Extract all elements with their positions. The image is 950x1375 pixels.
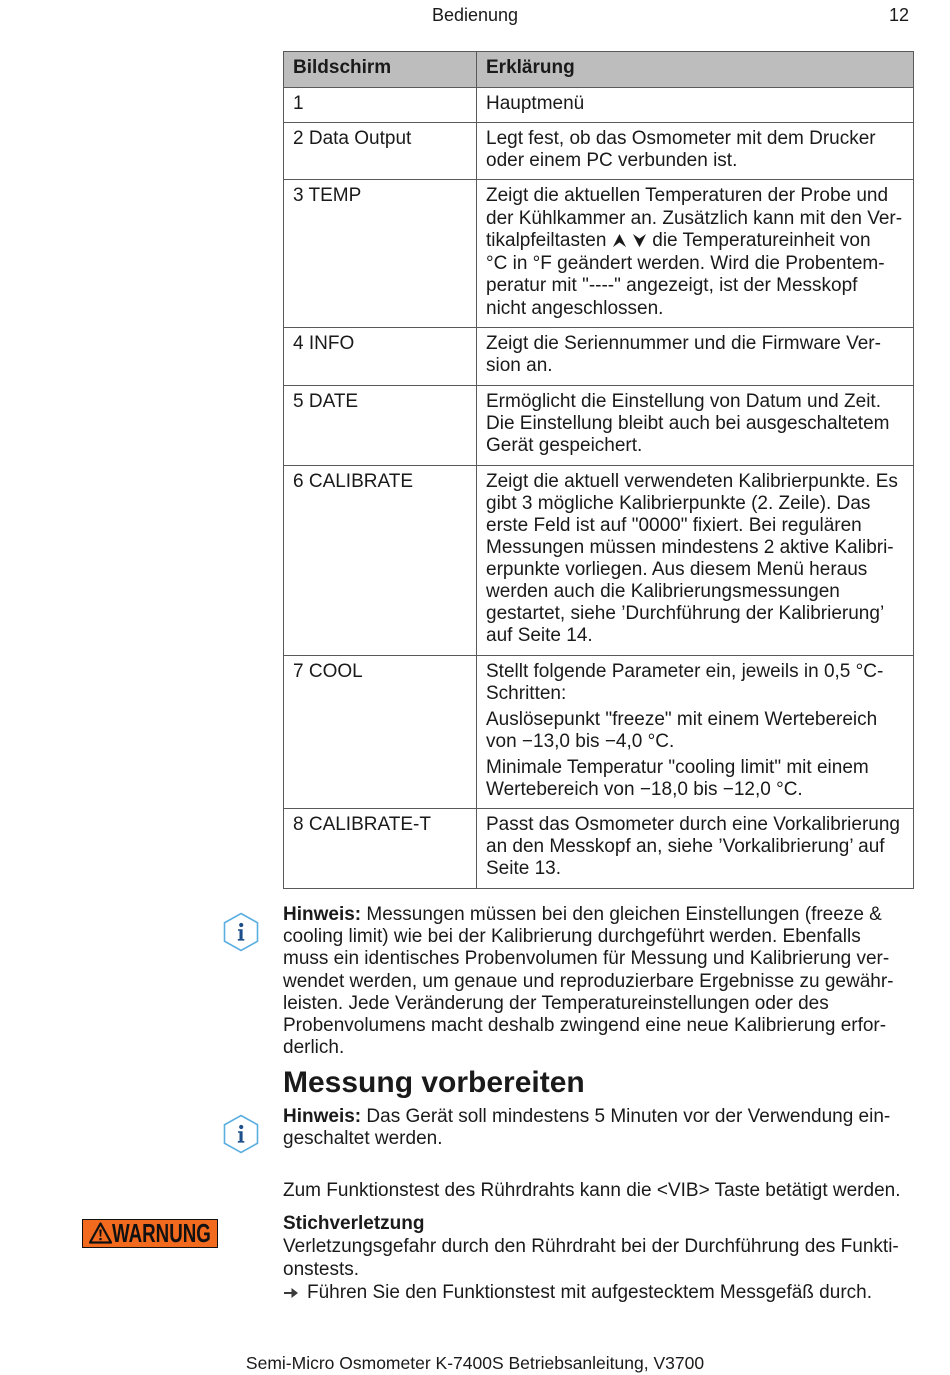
note-label: Hinweis:: [283, 904, 362, 925]
running-header-title: Bedienung: [431, 5, 519, 25]
explanation-text: Legt fest, ob das Osmometer mit dem Drucker oder einem PC verbunden ist.: [486, 128, 876, 171]
info-icon: [223, 912, 259, 952]
screen-cell: 3 TEMP: [284, 180, 477, 327]
screen-cell: 4 INFO: [284, 328, 477, 385]
info-icon: [223, 1114, 259, 1154]
warning-action: [283, 1281, 914, 1304]
note-body: Messungen müssen bei den gleichen Einstellungen (freeze & cooling limit) wie bei der Kalibrierung durchgeführt werden. Ebenfalls muss ein identisches Probenvolumen für Messung und Kalibrierung ver- wendet werden, um genaue und reproduzierbare Ergebnisse zu gewähr- leisten. Jede Veränderung der Temperatureinstellungen oder des Probenvolumens macht deshalb zwingend eine neue Kalibrierung erfor- derlich.: [283, 904, 894, 1059]
screen-cell: 6 CALIBRATE: [284, 466, 477, 655]
explanation-text: Ermöglicht die Einstellung von Datum und Zeit. Die Einstellung bleibt auch bei ausgeschaltetem Gerät gespeichert.: [486, 391, 890, 456]
explanation-text: die Temperatureinheit von °C in °F geändert werden. Wird die Probentem- peratur mit "----" angezeigt, ist der Messkopf nicht angeschlossen.: [486, 230, 885, 319]
screen-cell: 5 DATE: [284, 386, 477, 465]
section-heading: Messung vorbereiten: [283, 1066, 585, 1099]
explanation-cell: [477, 123, 913, 179]
table-row: [284, 328, 913, 386]
warning-title: Stichverletzung: [283, 1213, 425, 1234]
page-number: 12: [888, 5, 909, 25]
arrow-up-key-icon: [612, 233, 627, 248]
explanation-text: Zeigt die aktuellen Temperaturen der Probe und der Kühlkammer an. Zusätzlich kann mit den Ver- tikalpfeiltasten: [486, 185, 903, 252]
explanation-text: Zeigt die Seriennummer und die Firmware Ver- sion an.: [486, 333, 881, 376]
explanation-cell: [477, 809, 913, 888]
column-header-screen: Bildschirm: [284, 52, 477, 87]
explanation-cell: [477, 180, 913, 327]
explanation-cell: [477, 88, 913, 122]
explanation-text: Hauptmenü: [486, 93, 585, 114]
explanation-cell: [477, 386, 913, 465]
table-row: [284, 466, 913, 656]
screen-cell: 8 CALIBRATE-T: [284, 809, 477, 888]
screen-cell: 2 Data Output: [284, 123, 477, 179]
explanation-cell: [477, 328, 913, 385]
warning-badge: [82, 1219, 218, 1248]
screen-cell: 1: [284, 88, 477, 122]
warning-block: [283, 1212, 914, 1304]
column-header-explanation: Erklärung: [486, 57, 575, 78]
table-row: [284, 809, 913, 889]
warning-triangle-icon: [89, 1222, 112, 1244]
screen-explanation-table: [283, 51, 914, 889]
explanation-cell: [477, 656, 913, 808]
function-test-paragraph: Zum Funktionstest des Rührdrahts kann die <VIB> Taste betätigt werden.: [283, 1180, 901, 1201]
table-row: [284, 123, 913, 180]
arrow-down-key-icon: [632, 233, 647, 248]
table-row: [284, 180, 913, 328]
table-header-row: [284, 52, 913, 88]
warning-text: Verletzungsgefahr durch den Rührdraht bei der Durchführung des Funkti- onstests.: [283, 1236, 899, 1280]
footer-document-title: Semi-Micro Osmometer K-7400S Betriebsanleitung, V3700: [245, 1353, 705, 1373]
explanation-text: Zeigt die aktuell verwendeten Kalibrierpunkte. Es gibt 3 mögliche Kalibrierpunkte (2. Zeile). Das erste Feld ist auf "0000" fixiert. Bei regulären Messungen müssen mindestens 2 aktive Kalibri- erpunkte vorliegen. Aus diesem Menü heraus werden auch die Kalibrierungsmessungen gestartet, siehe ’Durchführung der Kalibrierung’ auf Seite 14.: [486, 471, 898, 646]
explanation-text: Stellt folgende Parameter ein, jeweils in 0,5 °C- Schritten:: [486, 661, 884, 704]
table-row: [284, 386, 913, 466]
table-row: [284, 656, 913, 809]
note-body: Das Gerät soll mindestens 5 Minuten vor der Verwendung ein- geschaltet werden.: [283, 1106, 891, 1150]
note-warmup: [283, 1106, 914, 1150]
table-row: [284, 88, 913, 123]
explanation-text: Passt das Osmometer durch eine Vorkalibrierung an den Messkopf an, siehe ’Vorkalibrierung’ auf Seite 13.: [486, 814, 900, 879]
warning-action-text: Führen Sie den Funktionstest mit aufgestecktem Messgefäß durch.: [307, 1282, 872, 1303]
note-calibration-settings: [283, 904, 914, 1059]
screen-cell: 7 COOL: [284, 656, 477, 808]
explanation-text: Auslösepunkt "freeze" mit einem Wertebereich von −13,0 bis −4,0 °C.: [486, 709, 878, 752]
explanation-text: Minimale Temperatur "cooling limit" mit einem Wertebereich von −18,0 bis −12,0 °C.: [486, 757, 869, 800]
arrow-right-icon: [283, 1287, 299, 1299]
warning-badge-label: WARNUNG: [112, 1218, 211, 1248]
note-label: Hinweis:: [283, 1106, 362, 1127]
explanation-cell: [477, 466, 913, 655]
